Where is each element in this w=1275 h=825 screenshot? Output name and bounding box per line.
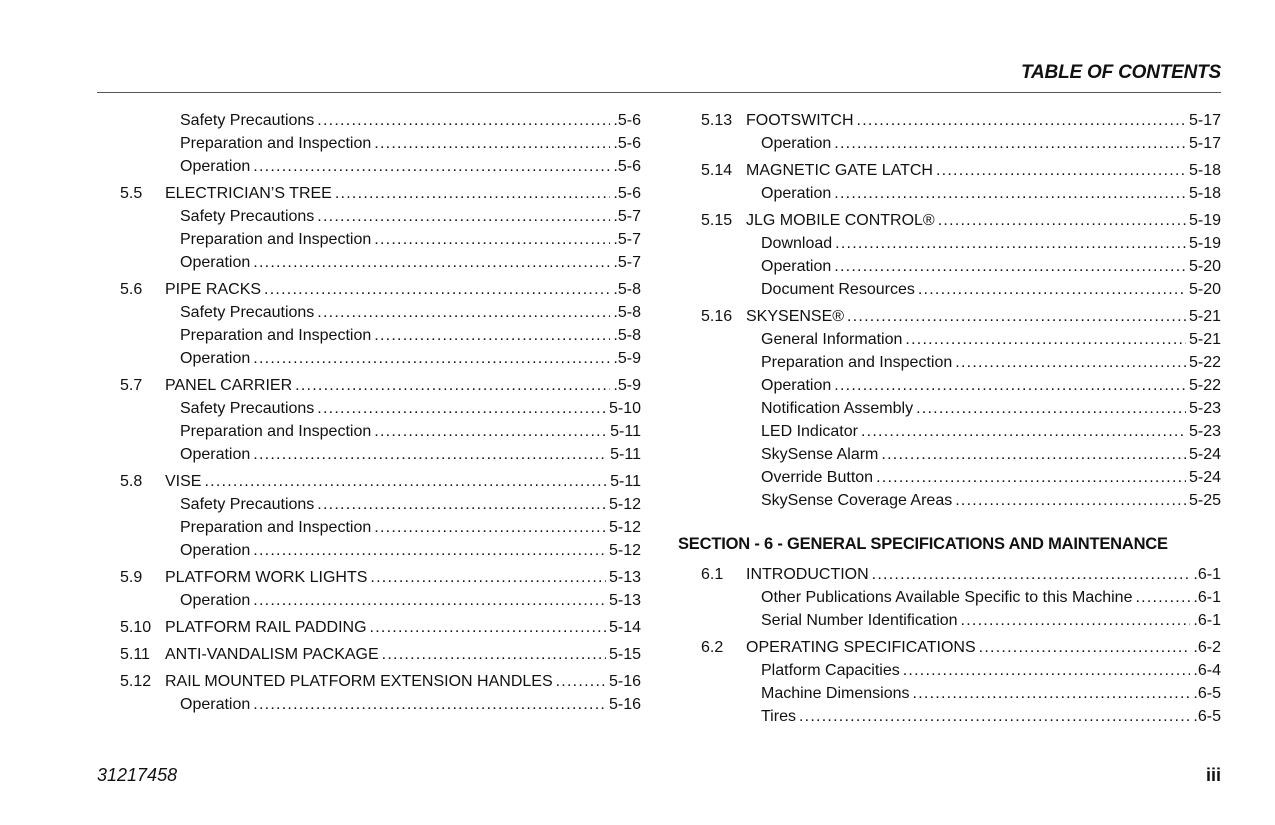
dot-leader — [834, 132, 1186, 155]
toc-entry-page: 5-19 — [1188, 212, 1221, 229]
toc-entry-page: .6-5 — [1193, 685, 1221, 702]
dot-leader — [374, 228, 610, 251]
toc-entry-title: Safety Precautions — [180, 208, 315, 225]
dot-leader — [847, 305, 1186, 328]
dot-leader — [374, 324, 610, 347]
toc-entry-title: SkySense Alarm — [761, 446, 879, 463]
dot-leader — [872, 563, 1191, 586]
toc-entry-page: 5-25 — [1188, 492, 1221, 509]
dot-leader — [799, 705, 1190, 728]
toc-entry-title: ANTI-VANDALISM PACKAGE — [165, 646, 379, 663]
toc-entry[interactable] — [120, 589, 641, 612]
dot-leader — [881, 443, 1186, 466]
toc-entry-page: 5-10 — [608, 400, 641, 417]
toc-entry[interactable] — [120, 205, 641, 228]
toc-entry-page: 5-24 — [1188, 446, 1221, 463]
toc-entry[interactable] — [701, 466, 1221, 489]
toc-entry[interactable] — [120, 278, 641, 301]
dot-leader — [335, 182, 611, 205]
dot-leader — [861, 420, 1186, 443]
toc-entry-page: .5-6 — [613, 112, 641, 129]
toc-entry-page: 5-12 — [608, 542, 641, 559]
dot-leader — [936, 159, 1186, 182]
dot-leader — [918, 278, 1186, 301]
toc-entry-number: 5.10 — [120, 619, 152, 636]
toc-right-column — [701, 109, 1221, 512]
toc-entry[interactable] — [120, 301, 641, 324]
dot-leader — [317, 493, 606, 516]
toc-entry-number: 5.14 — [701, 162, 733, 179]
toc-entry[interactable] — [701, 159, 1221, 182]
toc-entry-page: 5-21 — [1188, 331, 1221, 348]
toc-entry-page: 5-17 — [1188, 112, 1221, 129]
toc-entry-title: Operation — [761, 135, 832, 152]
toc-entry[interactable] — [701, 305, 1221, 328]
toc-entry-page: 5-11 — [610, 473, 641, 490]
toc-entry-title: JLG MOBILE CONTROL® — [746, 212, 935, 229]
toc-entry-title: Platform Capacities — [761, 662, 900, 679]
toc-entry-title: Preparation and Inspection — [761, 354, 953, 371]
toc-entry-title: Download — [761, 235, 833, 252]
toc-entry-page: 5-15 — [608, 646, 641, 663]
toc-entry-title: General Information — [761, 331, 903, 348]
dot-leader — [253, 589, 606, 612]
dot-leader — [374, 132, 610, 155]
toc-entry-page: .5-8 — [613, 327, 641, 344]
toc-entry-page: 5-23 — [1188, 423, 1221, 440]
toc-entry-title: Safety Precautions — [180, 496, 315, 513]
toc-entry[interactable] — [120, 155, 641, 178]
dot-leader — [370, 566, 606, 589]
toc-entry[interactable] — [701, 328, 1221, 351]
toc-entry[interactable] — [701, 420, 1221, 443]
toc-entry[interactable] — [701, 586, 1221, 609]
toc-entry[interactable] — [701, 351, 1221, 374]
toc-entry-page: 5-23 — [1188, 400, 1221, 417]
toc-entry-title: RAIL MOUNTED PLATFORM EXTENSION HANDLES — [165, 673, 553, 690]
toc-entry[interactable] — [701, 443, 1221, 466]
dot-leader — [857, 109, 1186, 132]
toc-entry-title: Serial Number Identification — [761, 612, 958, 629]
toc-entry[interactable] — [120, 670, 641, 693]
toc-entry-page: .5-6 — [613, 158, 641, 175]
toc-entry-title: Preparation and Inspection — [180, 231, 372, 248]
dot-leader — [317, 301, 610, 324]
toc-entry[interactable] — [701, 374, 1221, 397]
page-number: iii — [1205, 765, 1221, 785]
toc-entry-page: .5-7 — [613, 231, 641, 248]
toc-entry-page: .6-5 — [1193, 708, 1221, 725]
dot-leader — [955, 489, 1186, 512]
toc-entry-page: 5-11 — [610, 423, 641, 440]
toc-entry-number: 5.15 — [701, 212, 733, 229]
toc-entry[interactable] — [120, 228, 641, 251]
toc-entry[interactable] — [120, 539, 641, 562]
toc-entry[interactable] — [120, 616, 641, 639]
toc-entry-title: Operation — [180, 542, 251, 559]
dot-leader — [1135, 586, 1190, 609]
toc-entry[interactable] — [701, 209, 1221, 232]
toc-entry[interactable] — [701, 636, 1221, 659]
toc-entry[interactable] — [120, 182, 641, 205]
toc-entry-title: Safety Precautions — [180, 400, 315, 417]
toc-entry-page: 5-12 — [608, 519, 641, 536]
toc-entry-page: 5-22 — [1188, 377, 1221, 394]
toc-entry-page: .5-7 — [613, 254, 641, 271]
toc-entry-title: PLATFORM WORK LIGHTS — [165, 569, 368, 586]
toc-entry[interactable] — [701, 182, 1221, 205]
toc-entry-title: Machine Dimensions — [761, 685, 910, 702]
dot-leader — [955, 351, 1186, 374]
toc-entry-title: Tires — [761, 708, 796, 725]
dot-leader — [382, 643, 606, 666]
toc-entry-page: .5-6 — [613, 185, 641, 202]
dot-leader — [253, 693, 606, 716]
toc-entry-page: .5-8 — [613, 281, 641, 298]
dot-leader — [905, 328, 1186, 351]
toc-entry-number: 5.9 — [120, 569, 143, 586]
toc-entry-title: Preparation and Inspection — [180, 423, 372, 440]
dot-leader — [916, 397, 1186, 420]
toc-section-6-list — [701, 563, 1221, 728]
toc-entry-title: ELECTRICIAN’S TREE — [165, 185, 332, 202]
dot-leader — [913, 682, 1191, 705]
dot-leader — [253, 443, 607, 466]
toc-entry[interactable] — [701, 255, 1221, 278]
toc-entry[interactable] — [120, 324, 641, 347]
toc-entry-title: MAGNETIC GATE LATCH — [746, 162, 933, 179]
toc-entry-page: 5-13 — [608, 592, 641, 609]
toc-entry[interactable] — [120, 443, 641, 466]
dot-leader — [556, 670, 606, 693]
toc-entry-title: VISE — [165, 473, 202, 490]
header-divider — [97, 92, 1221, 93]
toc-entry-title: Operation — [761, 185, 832, 202]
toc-entry-page: 5-21 — [1188, 308, 1221, 325]
dot-leader — [834, 255, 1186, 278]
toc-entry-title: PANEL CARRIER — [165, 377, 293, 394]
toc-entry-title: Operation — [180, 254, 251, 271]
toc-entry-title: FOOTSWITCH — [746, 112, 854, 129]
toc-entry-title: Operation — [180, 350, 251, 367]
dot-leader — [370, 616, 606, 639]
toc-entry-title: Preparation and Inspection — [180, 519, 372, 536]
toc-entry-page: 5-16 — [608, 673, 641, 690]
toc-entry-number: 5.6 — [120, 281, 143, 298]
toc-entry-page: 5-22 — [1188, 354, 1221, 371]
toc-entry-page: .6-1 — [1193, 612, 1221, 629]
toc-entry-title: Operation — [180, 158, 251, 175]
toc-entry-title: PLATFORM RAIL PADDING — [165, 619, 367, 636]
toc-entry-page: 5-19 — [1188, 235, 1221, 252]
page-title: TABLE OF CONTENTS — [1021, 62, 1221, 83]
toc-entry-title: Override Button — [761, 469, 874, 486]
document-number: 31217458 — [97, 765, 178, 785]
toc-entry-number: 5.12 — [120, 673, 152, 690]
dot-leader — [961, 609, 1191, 632]
toc-entry-title: Safety Precautions — [180, 112, 315, 129]
toc-entry-number: 6.2 — [701, 639, 724, 656]
toc-entry[interactable] — [120, 693, 641, 716]
dot-leader — [317, 205, 610, 228]
dot-leader — [979, 636, 1191, 659]
toc-entry-title: OPERATING SPECIFICATIONS — [746, 639, 976, 656]
toc-entry-number: 5.7 — [120, 377, 143, 394]
toc-entry[interactable] — [701, 563, 1221, 586]
toc-entry-page: 5-14 — [608, 619, 641, 636]
dot-leader — [253, 539, 606, 562]
toc-entry-title: Operation — [761, 258, 832, 275]
toc-entry-page: 5-20 — [1188, 258, 1221, 275]
dot-leader — [253, 155, 610, 178]
toc-entry[interactable] — [701, 109, 1221, 132]
toc-entry[interactable] — [120, 132, 641, 155]
toc-entry-title: Other Publications Available Specific to this Machine — [761, 589, 1133, 606]
toc-entry[interactable] — [120, 109, 641, 132]
toc-entry[interactable] — [701, 682, 1221, 705]
toc-entry-page: 5-24 — [1188, 469, 1221, 486]
toc-entry-title: Operation — [180, 696, 251, 713]
dot-leader — [374, 420, 607, 443]
toc-entry[interactable] — [120, 516, 641, 539]
dot-leader — [903, 659, 1191, 682]
toc-entry-number: 5.13 — [701, 112, 733, 129]
toc-entry[interactable] — [120, 470, 641, 493]
toc-entry-number: 6.1 — [701, 566, 724, 583]
toc-entry-page: 5-16 — [608, 696, 641, 713]
toc-entry-number: 5.5 — [120, 185, 143, 202]
dot-leader — [264, 278, 610, 301]
toc-entry[interactable] — [120, 420, 641, 443]
toc-entry-page: 5-17 — [1188, 135, 1221, 152]
dot-leader — [834, 182, 1186, 205]
toc-entry[interactable] — [701, 132, 1221, 155]
toc-entry-title: SKYSENSE® — [746, 308, 845, 325]
toc-entry[interactable] — [120, 251, 641, 274]
dot-leader — [295, 374, 610, 397]
toc-entry-page: .5-8 — [613, 304, 641, 321]
dot-leader — [204, 470, 607, 493]
toc-entry[interactable] — [701, 705, 1221, 728]
toc-entry-page: .6-1 — [1193, 566, 1221, 583]
toc-entry-title: PIPE RACKS — [165, 281, 262, 298]
toc-entry[interactable] — [120, 566, 641, 589]
toc-entry-title: Operation — [180, 592, 251, 609]
toc-entry[interactable] — [701, 489, 1221, 512]
toc-entry-number: 5.11 — [120, 646, 150, 663]
toc-left-column — [120, 109, 641, 716]
toc-entry[interactable] — [701, 232, 1221, 255]
toc-entry[interactable] — [701, 609, 1221, 632]
toc-entry-page: 5-18 — [1188, 162, 1221, 179]
section-6-heading: SECTION - 6 - GENERAL SPECIFICATIONS AND MAINTENANCE — [678, 535, 1168, 553]
toc-entry-title: Safety Precautions — [180, 304, 315, 321]
toc-entry-page: 5-11 — [610, 446, 641, 463]
dot-leader — [253, 251, 610, 274]
toc-entry-page: .6-1 — [1193, 589, 1221, 606]
toc-entry-title: Notification Assembly — [761, 400, 914, 417]
toc-entry-page: 5-18 — [1188, 185, 1221, 202]
toc-entry-number: 5.8 — [120, 473, 143, 490]
dot-leader — [317, 109, 610, 132]
toc-entry-page: .5-9 — [613, 377, 641, 394]
toc-entry[interactable] — [120, 397, 641, 420]
toc-entry-page: .5-9 — [613, 350, 641, 367]
dot-leader — [317, 397, 606, 420]
toc-entry-page: 5-13 — [608, 569, 641, 586]
toc-entry[interactable] — [701, 659, 1221, 682]
dot-leader — [834, 374, 1186, 397]
toc-entry-title: Operation — [761, 377, 832, 394]
toc-entry-title: LED Indicator — [761, 423, 858, 440]
toc-entry-title: Operation — [180, 446, 251, 463]
dot-leader — [374, 516, 606, 539]
toc-entry-title: Preparation and Inspection — [180, 135, 372, 152]
toc-entry-page: .5-7 — [613, 208, 641, 225]
toc-entry-page: .6-4 — [1193, 662, 1221, 679]
toc-entry-page: 5-20 — [1188, 281, 1221, 298]
toc-entry-title: SkySense Coverage Areas — [761, 492, 953, 509]
toc-entry[interactable] — [120, 493, 641, 516]
toc-entry-page: .5-6 — [613, 135, 641, 152]
toc-entry-title: INTRODUCTION — [746, 566, 869, 583]
toc-entry[interactable] — [120, 374, 641, 397]
toc-entry-number: 5.16 — [701, 308, 733, 325]
toc-entry-title: Preparation and Inspection — [180, 327, 372, 344]
toc-entry-page: 5-12 — [608, 496, 641, 513]
dot-leader — [938, 209, 1186, 232]
dot-leader — [876, 466, 1186, 489]
dot-leader — [835, 232, 1186, 255]
toc-entry[interactable] — [701, 278, 1221, 301]
toc-entry[interactable] — [120, 347, 641, 370]
toc-entry-title: Document Resources — [761, 281, 915, 298]
toc-entry[interactable] — [701, 397, 1221, 420]
dot-leader — [253, 347, 610, 370]
toc-entry[interactable] — [120, 643, 641, 666]
toc-entry-page: .6-2 — [1193, 639, 1221, 656]
